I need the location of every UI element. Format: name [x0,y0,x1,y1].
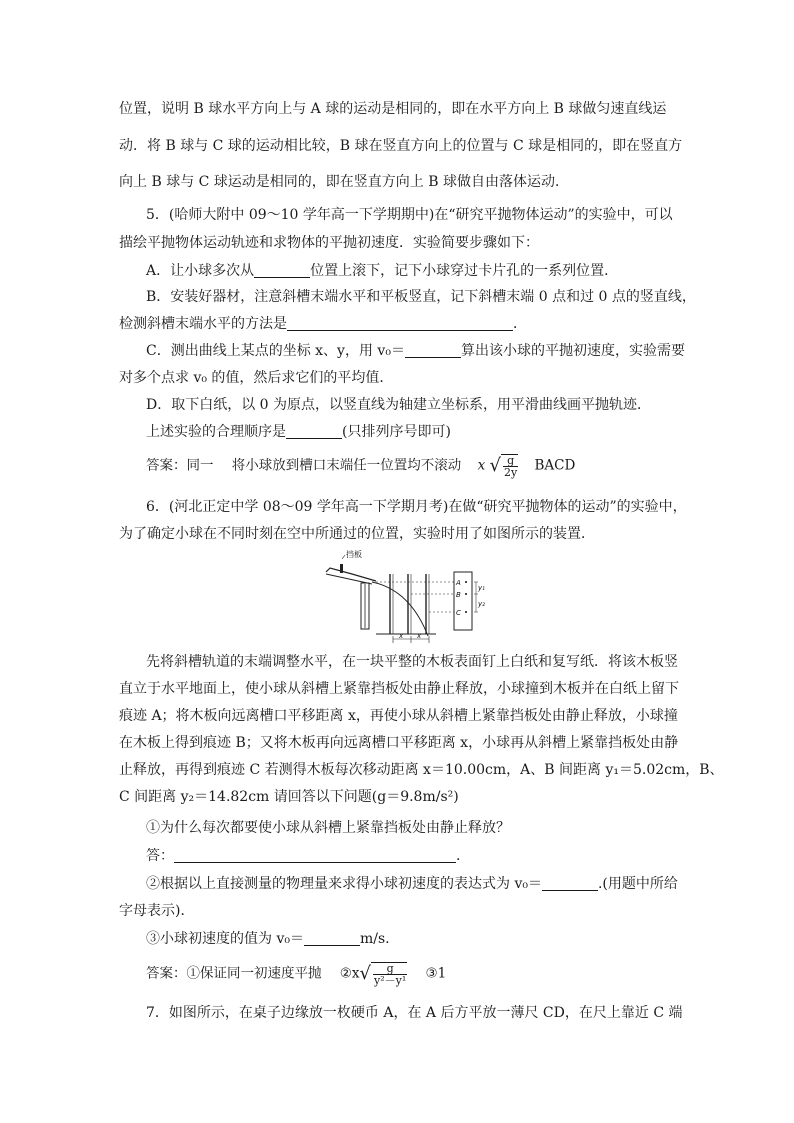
baffle [340,564,343,573]
q5-step-c [146,341,726,361]
q6-para-4: 在木板上得到痕迹 B；又将木板再向远离槽口平移距离 x，小球再从斜槽上紧靠挡板处由静 [119,735,679,751]
q6-answer-3: ③1 [425,965,447,982]
q5-answer-1: 同一 [186,457,214,474]
apparatus-figure [318,548,490,644]
q6-answer-g: g [373,963,407,975]
q6-para-6: C 间距离 y₂＝14.82cm 请回答以下问题(g＝9.8m/s²) [119,789,459,805]
q6-sub-2-pre: ②根据以上直接测量的物理量来求得小球初速度的表达式为 v₀＝ [146,876,542,892]
q6-blank-1 [174,847,456,863]
intro-line-1: 位置，说明 B 球水平方向上与 A 球的运动是相同的，即在水平方向上 B 球做匀速直线运 [119,101,667,117]
baffle-label: 挡板 [346,550,362,559]
q5-blank-a [254,262,310,278]
q6-blank-3 [304,930,360,946]
q6-para-5: 止释放，再得到痕迹 C 若测得木板每次移动距离 x＝10.00cm，A、B 间距离 y₁＝5.02cm，B、 [119,762,724,778]
q6-sub-2-post: .(用题中所给 [597,876,678,892]
intro-line-2: 动．将 B 球与 C 球的运动相比较，B 球在竖直方向上的位置与 C 球是相同的，即在竖直方 [119,138,683,154]
q6-line-1: 6．(河北正定中学 08～09 学年高一下学期月考)在做“研究平抛物体的运动”的实验中， [146,499,687,515]
q6-sub-2 [146,874,726,894]
q6-answer-2-pre: ②x [339,965,360,982]
q5-step-b-pre: 检测斜槽末端水平的方法是 [119,316,287,332]
intro-line-3: 向上 B 球与 C 球运动是相同的，即在竖直方向上 B 球做自由落体运动． [119,174,569,190]
mark-a: A [456,579,461,587]
x-label-2: x [417,632,422,640]
q5-order-post: (只排列序号即可) [342,424,451,440]
q5-answer-label: 答案： [146,457,187,474]
q6-sub-3 [146,929,726,949]
q5-step-a [146,261,726,281]
q5-answer-g: g [503,455,518,467]
q6-para-2: 直立于水平地面上，使小球从斜槽上紧靠挡板处由静止释放，小球撞到木板并在白纸上留下 [119,681,679,697]
y1-label: y₁ [478,584,485,592]
q5-step-b-line-2 [119,314,699,334]
q6-answer [146,962,726,986]
q5-blank-b [287,315,513,331]
q5-answer-sqrt: √ $\frac{g}{2y}$ [489,454,518,479]
q6-answer-sqrt: √ $\frac{g}{\text{y²－y¹}}$ [359,962,407,987]
q5-line-2: 描绘平抛物体运动轨迹和求物体的平抛初速度．实验简要步骤如下： [119,235,539,251]
q5-answer-x: x [477,457,486,474]
q6-sub-3-pre: ③小球初速度的值为 v₀＝ [146,931,304,947]
q5-step-c-pre: C．测出曲线上某点的坐标 x、y，用 v₀＝ [146,343,405,359]
q6-sub-1-answer-post: . [456,848,461,864]
q5-step-a-post: 位置上滚下，记下小球穿过卡片孔的一系列位置． [310,263,619,279]
q6-answer-1: ①保证同一初速度平抛 [186,965,322,982]
q5-answer-2: 将小球放到槽口末端任一位置均不滚动 [231,457,462,474]
q5-line-1: 5．(哈师大附中 09～10 学年高一下学期期中)在“研究平抛物体运动”的实验中，可以 [146,207,673,223]
q5-blank-c [405,342,461,358]
trajectory-curve [372,582,428,636]
q6-sub-1-answer-line [146,846,726,866]
q5-order [146,422,726,442]
q5-step-c-post: 算出该小球的平抛初速度，实验需要 [460,343,685,359]
q5-blank-order [286,423,342,439]
q5-step-a-pre: A．让小球多次从 [146,263,255,279]
q5-step-b-post: ． [513,316,527,332]
q6-para-3: 痕迹 A；将木板向远离槽口平移距离 x，再使小球从斜槽上紧靠挡板处由静止释放，小球撞 [119,708,678,724]
q5-answer-2y: 2y [504,466,518,479]
q5-step-c-line-2: 对多个点求 v₀ 的值，然后求它们的平均值． [119,370,394,386]
x-label-1: x [399,632,404,640]
y2-label: y₂ [478,600,485,608]
q6-sub-1-answer-pre: 答： [146,848,174,864]
q5-answer-4: BACD [534,457,576,474]
q5-step-b-line-1: B．安装好器材，注意斜槽末端水平和平板竖直，记下斜槽末端 0 点和过 0 点的竖直线， [146,289,696,305]
q6-blank-2 [542,875,598,891]
q7-line-1: 7．如图所示，在桌子边缘放一枚硬币 A，在 A 后方平放一薄尺 CD，在尺上靠近 C 端 [146,1005,683,1021]
q6-answer-den: y²－y¹ [374,974,407,987]
q5-answer [146,454,726,478]
q6-sub-1: ①为什么每次都要使小球从斜槽上紧靠挡板处由静止释放？ [146,820,510,836]
q6-para-1: 先将斜槽轨道的末端调整水平，在一块平整的木板表面钉上白纸和复写纸．将该木板竖 [146,654,678,670]
mark-c: C [456,609,461,617]
mark-b: B [456,591,461,599]
q6-line-2: 为了确定小球在不同时刻在空中所通过的位置，实验时用了如图所示的装置． [119,526,595,542]
q6-sub-2-line-2: 字母表示)． [119,903,195,919]
q5-order-pre: 上述实验的合理顺序是 [146,424,286,440]
q5-step-d: D．取下白纸，以 0 为原点，以竖直线为轴建立坐标系，用平滑曲线画平抛轨迹． [146,397,652,413]
q6-sub-3-post: m/s. [359,931,390,947]
q6-answer-label: 答案： [146,965,187,982]
